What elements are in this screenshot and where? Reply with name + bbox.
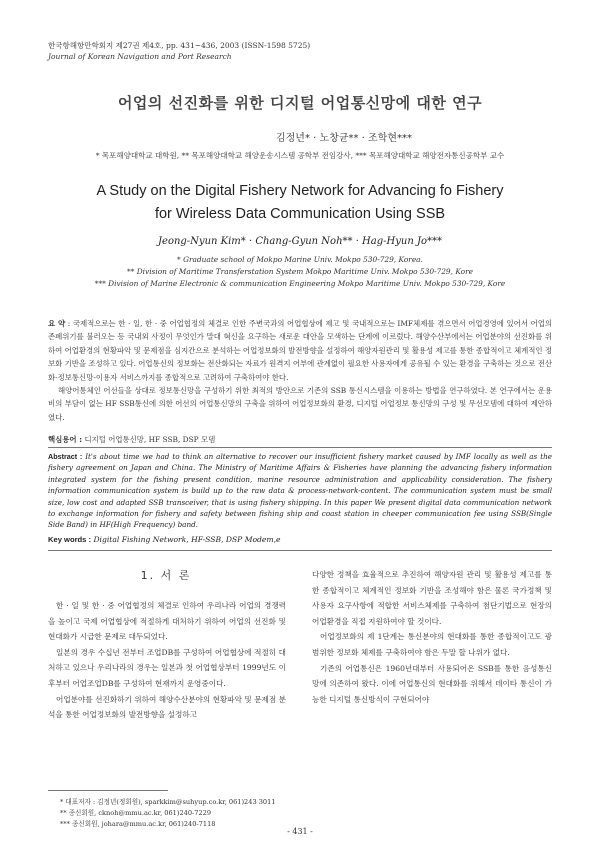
authors-korean: 김정년* · 노창균** · 조학현*** bbox=[275, 133, 412, 144]
title-english-line1: A Study on the Digital Fishery Network for Advancing fo Fishery bbox=[96, 183, 504, 199]
abstract-korean-p1: : 국제적으로는 한 · 일, 한 · 중 어업협정의 체결로 인한 주변국과의 어업협상에 제고 및 국내적으로는 IMF체제를 겪으면서 어업경영에 있어서 어업의 존폐위기를 불러오는 등 국내외 사정이 무엇인가 말대 혁신을 요구하는 새로운 대안을 모색하는 단계에 이르렀다. 해양수산부에서는 어업분야의 선진화를 위하여 어업환경의 현황파악 및 문제점을 심지간으로 분석하는 어업정보화의 발전방향을 설정하여 해양자원관리 및 활용성 제고를 통한 종합적이고 체계적인 정보화 기반을 조성하고 있다. 어업통신의 정보화는 전산화되는 자료가 원격지 어부에 관계없이 필요한 사용자에게 공유될 수 있는 환경을 구축하는 것으로 전산화-정보통신망-이용자 서비스까지를 종합적으로 고려하여 구축하여야 한다. bbox=[48, 319, 553, 382]
keywords-english-value: Digital Fishing Network, HF-SSB, DSP Modem,e bbox=[93, 535, 281, 544]
abstract-korean bbox=[48, 317, 552, 424]
body-paragraph: 다양한 정책을 효율적으로 추진하여 해양자원 관리 및 활용성 제고를 통한 종합적이고 체계적인 정보화 기반을 조성해야 함은 물론 국가정책 및 사용자 요구사항에 적합한 서비스체제를 구축하여 첨단기법으로 현장의 어업환경을 직접 지원하여야 할 것이다. bbox=[312, 570, 552, 626]
journal-citation: 한국항해항만학회지 제27권 제4호, pp. 431~436, 2003 (ISSN-1598 5725) bbox=[48, 41, 311, 50]
body-paragraph: 어업정보화의 제 1단계는 통신분야의 현대화를 통한 종합적이고도 광범위한 정보화 체제를 구축하여야 함은 두말 할 나위가 없다. bbox=[312, 632, 552, 657]
abstract-english-label: Abstract : bbox=[48, 452, 83, 461]
footnote-3: *** 종신회원, johara@mmu.ac.kr, 061)240-7118 bbox=[60, 820, 216, 828]
keywords-english bbox=[48, 535, 281, 544]
footnote-divider bbox=[48, 790, 168, 791]
body-paragraph: 기존의 어업통신은 1960년대부터 사용되어온 SSB를 통한 음성통신망에 의존하여 왔다. 이에 어업통신의 현대화를 위해서 데이타 통신이 가능한 디지털 통신방식이 구현되어야 bbox=[312, 663, 552, 704]
title-english-line2: for Wireless Data Communication Using SSB bbox=[154, 206, 446, 222]
section-heading-introduction: 1. 서 론 bbox=[140, 569, 192, 582]
affiliation-en-1: * Graduate school of Mokpo Marine Univ. Mokpo 530-729, Korea. bbox=[177, 255, 423, 264]
abstract-korean-p2: 해양어통체인 어선들을 상대로 정보통신망을 구성하기 위한 최적의 방안으로 기존의 SSB 통신시스템을 이용하는 방법을 연구하였다. 본 연구에서는 운용비의 부담이 없는 HF SSB통신에 의한 어선의 어업통신망의 구축을 위하여 어업정보화의 환경, 디지털 어업정보 통신망의 구성 및 무선모뎀에 대하여 제안하였다. bbox=[48, 386, 552, 422]
keywords-korean-label: 핵심용어 : bbox=[48, 435, 83, 444]
footnote-1: * 대표저자 : 김정년(정회원), sparkkim@suhyup.co.kr, 061)243 3011 bbox=[60, 798, 276, 806]
keywords-english-label: Key words : bbox=[48, 535, 92, 544]
abstract-english bbox=[48, 451, 552, 531]
keywords-korean bbox=[48, 434, 215, 445]
title-korean: 어업의 선진화를 위한 디지털 어업통신망에 대한 연구 bbox=[117, 94, 483, 112]
affiliations-korean: * 목포해양대학교 대학원, ** 목포해양대학교 해양운송시스템 공학부 전임강사, *** 목포해양대학교 해양전자통신공학부 교수 bbox=[95, 151, 505, 160]
body-column-right bbox=[312, 567, 552, 707]
body-paragraph: 한 · 일 및 한 · 중 어업협정의 체결로 인하여 우리나라 어업의 경쟁력을 높이고 국제 어업협상에 적절하게 대처하기 위하여 어업의 선진화 및 현대화가 시급한 문제로 대두되었다. bbox=[48, 601, 286, 642]
footnotes bbox=[60, 797, 276, 830]
running-header bbox=[48, 40, 310, 62]
body-paragraph: 어업분야를 선진화하기 위하여 해양수산분야의 현황파악 및 문제점 분석을 통한 어업정보화의 발전방향을 설정하고 bbox=[48, 694, 286, 720]
keywords-korean-value: 디지털 어업통신망, HF SSB, DSP 모뎀 bbox=[84, 435, 216, 444]
abstract-korean-label: 요 약 bbox=[48, 319, 66, 328]
page-number: - 431 - bbox=[287, 827, 313, 836]
divider-bottom bbox=[48, 550, 552, 551]
authors-english: Jeong-Nyun Kim* · Chang-Gyun Noh** · Hag-Hyun Jo*** bbox=[158, 236, 442, 247]
body-paragraph: 일본의 경우 수십년 전부터 조업DB를 구성하여 어업협상에 적절히 대처하고 있으나 우리나라의 경우는 일본과 첫 어업협상부터 1999년도 이후부터 어업조업DB를 구성하여 현재까지 운영중이다. bbox=[48, 647, 286, 688]
abstract-english-text: It's about time we had to think an alternative to recover our insufficient fishery market caused by IMF locally as well as the fishery agreement on Japan and China. The Ministry of Maritime Affairs & Fisheries have planning the advancing fishery information integrated system for the fishing present condition, marine resource administration and applicability consideration. The fishery information communication system is build up to the raw data & process-network-content. The communication system must be small size, low cost and adapted SSB transceiver, that is using fishery shipping. In this paper We present digital data communication network to exchange information for fishery and safety between fishing ship and coast station in cheeper communication fee using SSB(Single Side Band) in HF(High Frequency) band. bbox=[48, 452, 552, 530]
title-english bbox=[60, 180, 540, 226]
affiliation-en-2: ** Division of Maritime Transferstation System Mokpo Maritime Univ. Mokpo 530-729, Kore bbox=[126, 267, 474, 276]
body-column-left bbox=[48, 598, 286, 723]
affiliations-english bbox=[0, 254, 600, 290]
affiliation-en-3: *** Division of Marine Electronic & communication Engineering Mokpo Maritime Univ. Mokpo 530-729, Kore bbox=[94, 279, 506, 288]
divider-top bbox=[48, 447, 552, 448]
footnote-2: ** 종신회원, cknoh@mmu.ac.kr, 061)240-7229 bbox=[60, 809, 212, 817]
journal-name-en: Journal of Korean Navigation and Port Research bbox=[48, 52, 232, 61]
